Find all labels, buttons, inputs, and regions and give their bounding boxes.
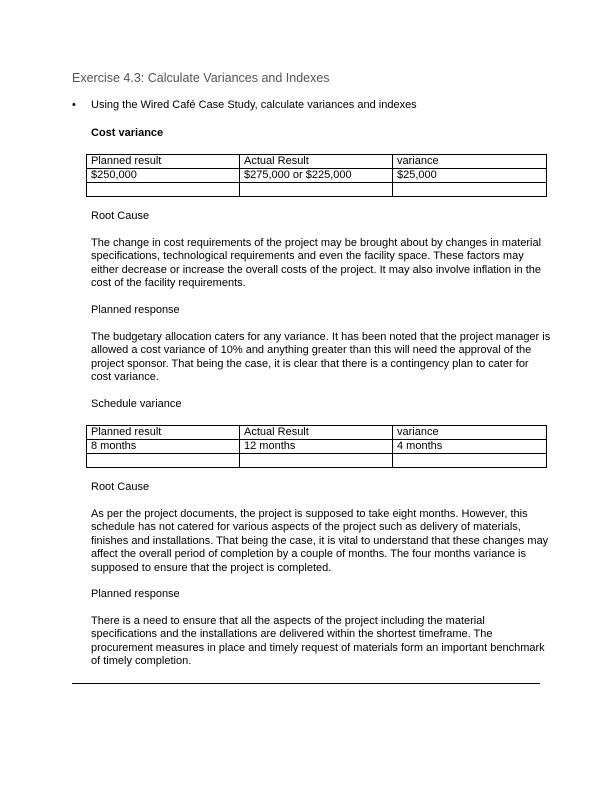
cost-root-cause-text: The change in cost requirements of the project may be brought about by changes in material specifications, technological requirements and even the facility space. These factors may either decrease or increase the overall costs of the project. It may also involve inflation in the cost of the facility requirements. bbox=[91, 237, 542, 290]
schedule-planned-response-text: There is a need to ensure that all the aspects of the project including the material specifications and the installations are delivered within the shortest timeframe. The procurement measures in place and timely request of materials form an important benchmark of timely completion. bbox=[91, 615, 545, 668]
bullet-text: Using the Wired Café Case Study, calculate variances and indexes bbox=[91, 99, 417, 111]
cost-root-cause-label: Root Cause bbox=[91, 210, 150, 222]
header-planned-result: Planned result bbox=[87, 426, 240, 440]
empty-cell bbox=[240, 454, 393, 468]
empty-cell bbox=[240, 183, 393, 197]
schedule-variance-table bbox=[86, 425, 547, 468]
cost-variance-title: Cost variance bbox=[91, 127, 164, 139]
cost-planned-response-label: Planned response bbox=[91, 304, 180, 316]
cell-variance: 4 months bbox=[393, 440, 547, 454]
cell-actual-result: $275,000 or $225,000 bbox=[240, 169, 393, 183]
table-empty-row bbox=[87, 454, 547, 468]
schedule-root-cause-label: Root Cause bbox=[91, 481, 150, 493]
schedule-root-cause-text: As per the project documents, the project is supposed to take eight months. However, this schedule has not catered for various aspects of the project such as delivery of materials, finishes and installations. That being the case, it is vital to understand that these changes may affect the overall period of completion by a couple of months. The four months variance is supposed to ensure that the project is completed. bbox=[91, 508, 549, 574]
table-header-row bbox=[87, 426, 547, 440]
cell-planned-result: $250,000 bbox=[87, 169, 240, 183]
cell-planned-result: 8 months bbox=[87, 440, 240, 454]
cost-variance-table bbox=[86, 154, 547, 197]
header-actual-result: Actual Result bbox=[240, 155, 393, 169]
table-row bbox=[87, 169, 547, 183]
cell-variance: $25,000 bbox=[393, 169, 547, 183]
empty-cell bbox=[87, 454, 240, 468]
horizontal-rule bbox=[72, 683, 540, 684]
page-heading: Exercise 4.3: Calculate Variances and Indexes bbox=[72, 71, 330, 85]
empty-cell bbox=[393, 183, 547, 197]
empty-cell bbox=[87, 183, 240, 197]
header-variance: variance bbox=[393, 155, 547, 169]
empty-cell bbox=[393, 454, 547, 468]
header-variance: variance bbox=[393, 426, 547, 440]
schedule-planned-response-label: Planned response bbox=[91, 588, 180, 600]
schedule-variance-title: Schedule variance bbox=[91, 398, 182, 410]
bullet-item bbox=[72, 99, 417, 111]
bullet-dot-icon: • bbox=[72, 99, 76, 111]
table-header-row bbox=[87, 155, 547, 169]
table-row bbox=[87, 440, 547, 454]
cost-planned-response-text: The budgetary allocation caters for any variance. It has been noted that the project manager is allowed a cost variance of 10% and anything greater than this will need the approval of the project sponsor. That being the case, it is clear that there is a contingency plan to cater for cost variance. bbox=[91, 331, 551, 384]
cell-actual-result: 12 months bbox=[240, 440, 393, 454]
table-empty-row bbox=[87, 183, 547, 197]
header-actual-result: Actual Result bbox=[240, 426, 393, 440]
header-planned-result: Planned result bbox=[87, 155, 240, 169]
